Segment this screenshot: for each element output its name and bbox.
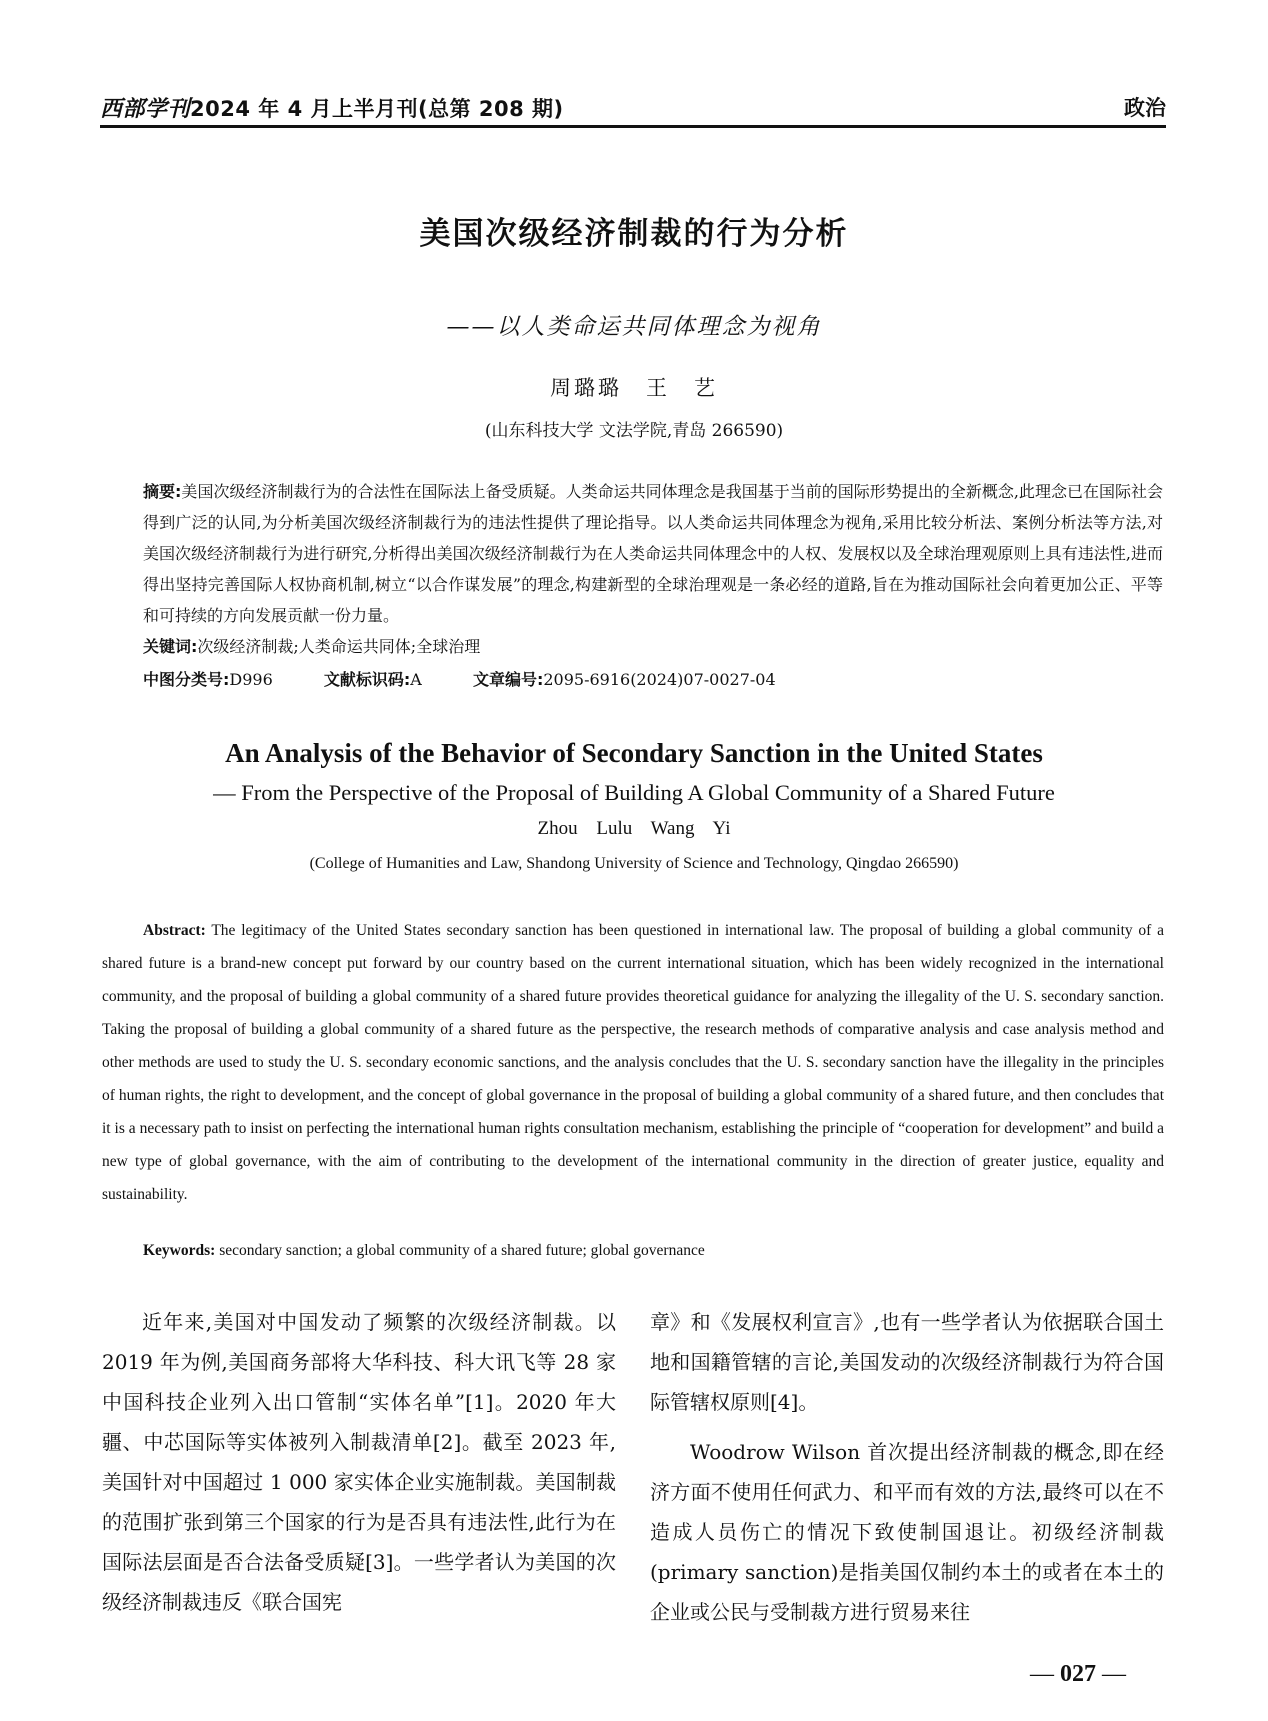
cn-abstract-label: 摘要: — [143, 482, 182, 501]
cn-keywords-label: 关键词: — [143, 637, 198, 656]
cn-abstract-text: 美国次级经济制裁行为的合法性在国际法上备受质疑。人类命运共同体理念是我国基于当前的国际形势提出的全新概念,此理念已在国际社会得到广泛的认同,为分析美国次级经济制裁行为的违法性提供了理论指导。以人类命运共同体理念为视角,采用比较分析法、案例分析法等方法,对美国次级经济制裁行为进行研究,分析得出美国次级经济制裁行为在人类命运共同体理念中的人权、发展权以及全球治理观原则上具有违法性,进而得出坚持完善国际人权协商机制,树立“以合作谋发展”的理念,构建新型的全球治理观是一条必经的道路,旨在为推动国际社会向着更加公正、平等和可持续的方向发展贡献一份力量。 — [143, 482, 1163, 625]
cn-affiliation: (山东科技大学 文法学院,青岛 266590) — [484, 421, 784, 441]
body-paragraph: 章》和《发展权利宣言》,也有一些学者认为依据联合国土地和国籍管辖的言论,美国发动的次级经济制裁行为符合国际管辖权原则[4]。 — [650, 1310, 1164, 1414]
cn-abstract — [143, 476, 1163, 662]
en-abstract-text: The legitimacy of the United States secondary sanction has been questioned in international law. The proposal of building a global community of a shared future is a brand-new concept put forward by our country based on the current international situation, which has been widely recognized in the international community, and the proposal of building a global community of a shared future provides theoretical guidance for analyzing the illegality of the U. S. secondary sanction. Taking the proposal of building a global community of a shared future as the perspective, the research methods of comparative analysis and case analysis method and other methods are used to study the U. S. secondary economic sanctions, and the analysis concludes that the U. S. secondary sanction have the illegality in the principles of human rights, the right to development, and the concept of global governance in the proposal of building a global community of a shared future, and then concludes that it is a necessary path to insist on perfecting the international human rights consultation mechanism, establishing the principle of “cooperation for development” and build a new type of global governance, with the aim of contributing to the development of the international community in the direction of greater justice, equality and sustainability. — [102, 922, 1164, 1203]
article-no-value: 2095-6916(2024)07-0027-04 — [543, 670, 776, 689]
en-authors: Zhou Lulu Wang Yi — [537, 818, 731, 839]
en-abstract — [102, 914, 1164, 1211]
clc-label: 中图分类号: — [143, 670, 230, 689]
running-header — [100, 88, 1166, 128]
body-left-column — [102, 1302, 616, 1622]
en-title: An Analysis of the Behavior of Secondary Sanction in the United States — [225, 738, 1043, 768]
body-paragraph: 近年来,美国对中国发动了频繁的次级经济制裁。以 2019 年为例,美国商务部将大华科技、科大讯飞等 28 家中国科技企业列入出口管制“实体名单”[1]。2020 年大疆、中芯国际等实体被列入制裁清单[2]。截至 2023 年,美国针对中国超过 1 000 家实体企业实施制裁。美国制裁的范围扩张到第三个国家的行为是否具有违法性,此行为在国际法层面是否合法备受质疑[3]。一些学者认为美国的次级经济制裁违反《联合国宪 — [102, 1310, 616, 1614]
body-right-column — [650, 1302, 1164, 1632]
doc-code-label: 文献标识码: — [323, 670, 411, 689]
en-keywords-label: Keywords: — [143, 1242, 216, 1259]
header-rule — [100, 125, 1166, 128]
clc-value: D996 — [229, 670, 273, 689]
page-number: — 027 — — [1030, 1661, 1126, 1687]
classification-line — [143, 667, 822, 690]
journal-issue — [100, 92, 564, 123]
cn-authors: 周璐璐 王 艺 — [550, 376, 718, 400]
issue-info: 2024 年 4 月上半月刊(总第 208 期) — [190, 97, 564, 121]
en-subtitle: — From the Perspective of the Proposal of Building A Global Community of a Shared Future — [213, 780, 1055, 805]
en-keywords — [143, 1242, 705, 1260]
en-keywords-text: secondary sanction; a global community of a shared future; global governance — [219, 1242, 705, 1259]
cn-subtitle: ——以人类命运共同体理念为视角 — [446, 314, 822, 340]
en-abstract-label: Abstract: — [143, 922, 206, 939]
article-no-label: 文章编号: — [472, 670, 544, 689]
en-affiliation: (College of Humanities and Law, Shandong University of Science and Technology, Qingdao 266590) — [309, 855, 959, 872]
section-name: 政治 — [1124, 96, 1166, 120]
body-paragraph: Woodrow Wilson 首次提出经济制裁的概念,即在经济方面不使用任何武力、和平而有效的方法,最终可以在不造成人员伤亡的情况下致使制国退让。初级经济制裁(primary sanction)是指美国仅制约本土的或者在本土的企业或公民与受制裁方进行贸易来往 — [650, 1440, 1164, 1624]
journal-logo: 西部学刊 — [100, 96, 191, 122]
cn-title: 美国次级经济制裁的行为分析 — [419, 216, 849, 252]
doc-code-value: A — [410, 670, 422, 689]
page-number-value: 027 — [1060, 1661, 1096, 1687]
cn-keywords-text: 次级经济制裁;人类命运共同体;全球治理 — [197, 637, 481, 656]
